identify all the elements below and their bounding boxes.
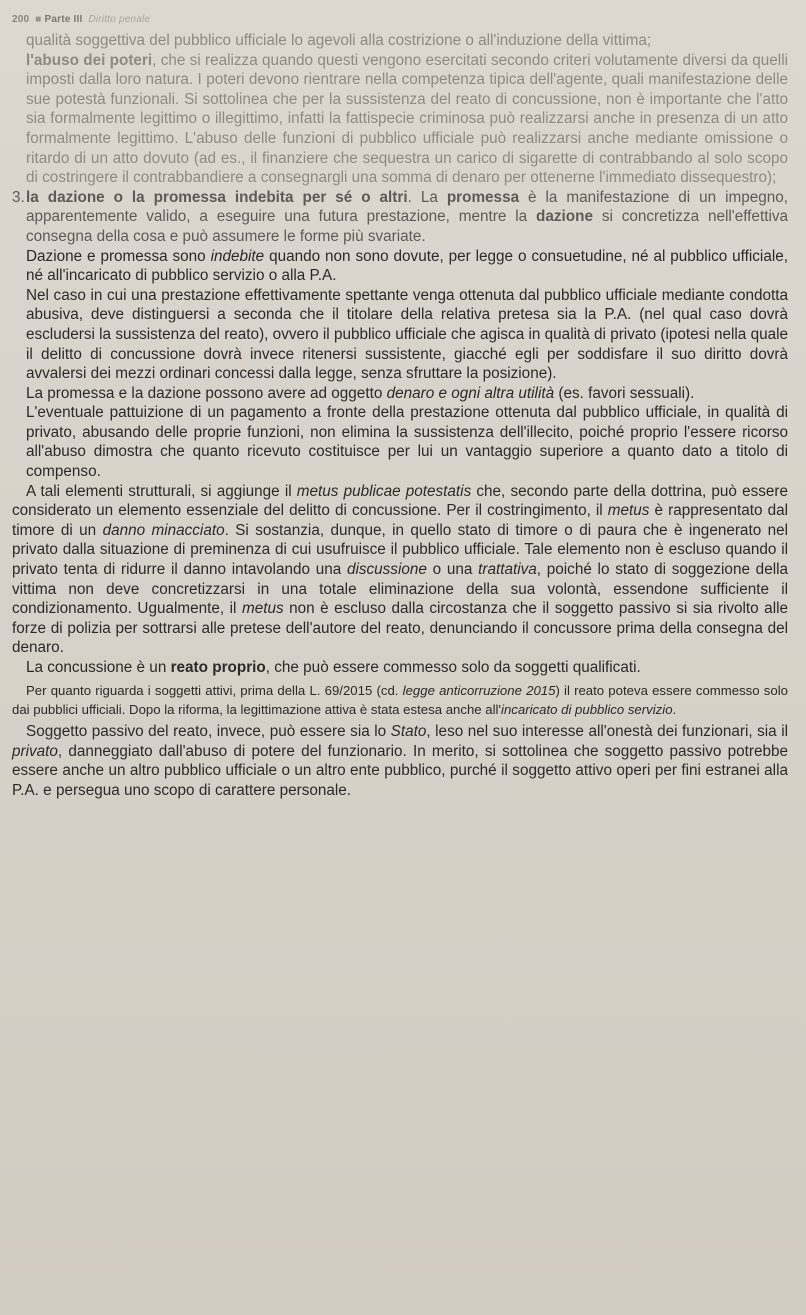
paragraph-prestazione: Nel caso in cui una prestazione effettivamente spettante venga ottenuta dal pubblico ufficiale mediante condotta abusiva, deve distinguersi a seconda che il titolare della relativa pretesa sia la P.A. (nel qual caso dovrà escludersi la sussistenza del reato), ovvero il pubblico ufficiale che agisca in qualità di privato (ipotesi nella quale il delitto di concussione dovrà invece ritenersi sussistente, giacché egli per soddisfare il suo diritto dovrà avvalersi dei mezzi ordinari concessi dalla legge, senza sfruttare la posizione). xyxy=(26,286,788,383)
paragraph-reato-proprio: La concussione è un reato proprio, che può essere commesso solo da soggetti qualificati. xyxy=(26,659,641,676)
paragraph-soggetti-attivi: Per quanto riguarda i soggetti attivi, prima della L. 69/2015 (cd. legge anticorruzione 2015) il reato poteva essere commesso solo dai pubblici ufficiali. Dopo la riforma, la legittimazione attiva è stata estesa anche all'incaricato di pubblico servizio. xyxy=(12,682,788,717)
part-label: Parte III xyxy=(44,14,83,25)
list-item-dazione: 3.la dazione o la promessa indebita per sé o altri. La promessa è la manifestazione di un impegno, apparentemente valido, a eseguire una futura prestazione, mentre la dazione si concretizza nell'effettiva consegna della cosa e può assumere le forme più svariate. xyxy=(12,188,789,245)
paragraph-soggetto-passivo: Soggetto passivo del reato, invece, può essere sia lo Stato, leso nel suo interesse all'onestà dei funzionari, sia il privato, danneggiato dall'abuso di potere del funzionario. In merito, si sottolinea che soggetto passivo potrebbe essere anche un altro pubblico ufficiale o un altro ente pubblico, purché il soggetto attivo operi per fini estranei alla P.A. e persegua uno scopo di carattere personale. xyxy=(12,723,789,799)
section-label: Diritto penale xyxy=(88,14,151,25)
running-head xyxy=(12,14,788,25)
term-abuso: l'abuso dei poteri xyxy=(26,51,153,69)
list-number: 3. xyxy=(12,188,25,206)
paragraph-intro: qualità soggettiva del pubblico ufficiale lo agevoli alla costrizione o all'induzione della vittima; xyxy=(26,32,652,49)
bullet-icon: ■ xyxy=(35,14,45,25)
paragraph-oggetto: La promessa e la dazione possono avere ad oggetto denaro e ogni altra utilità (es. favori sessuali). xyxy=(26,384,695,402)
paragraph-metus: A tali elementi strutturali, si aggiunge il metus publicae potestatis che, secondo parte della dottrina, può essere considerato un elemento essenziale del delitto di concussione. Per il costringimento, il metus è rappresentato dal timore di un danno minacciato. Si sostanzia, dunque, in quello stato di timore o di paura che è ingenerato nel privato dalla situazione di preminenza di cui usufruisce il pubblico ufficiale. Tale elemento non è escluso quando il privato tenta di ridurre il danno intavolando una discussione o una trattativa, poiché lo stato di soggezione della vittima non deve concretizzarsi in una totale eliminazione della sua volontà, essendone sufficiente il condizionamento. Ugualmente, il metus non è escluso dalla circostanza che il soggetto passivo si sia rivolto alle forze di polizia per sottrarsi alle pretese dell'autore del reato, denunciando il concussore prima della consegna del denaro. xyxy=(12,482,789,657)
paragraph-pattuizione: L'eventuale pattuizione di un pagamento a fronte della prestazione ottenuta dal pubblico ufficiale, in qualità di privato, abusando delle proprie funzioni, non elimina la sussistenza dell'illecito, poiché proprio l'essere ricorso all'abuso dimostra che quanto ricevuto costituisce per lui un vantaggio superiore a quanto dato a titolo di compenso. xyxy=(26,404,788,481)
term-dazione: la dazione o la promessa indebita per sé o altri xyxy=(26,188,408,206)
paragraph-indebite: Dazione e promessa sono indebite quando non sono dovute, per legge o consuetudine, né al pubblico ufficiale, né all'incaricato di pubblico servizio o alla P.A. xyxy=(26,247,788,285)
paragraph-abuso: l'abuso dei poteri, che si realizza quando questi vengono esercitati secondo criteri volutamente diversi da quelli imposti dalla loro natura. I poteri devono rientrare nella competenza tipica dell'agente, quali manifestazione delle sue potestà funzionali. Si sottolinea che per la sussistenza del reato di concussione, non è importante che l'atto sia formalmente legittimo o illegittimo, infatti la fattispecie criminosa può realizzarsi anche in presenza di un atto formalmente legittimo. L'abuso delle funzioni di pubblico ufficiale può realizzarsi anche mediante omissione o ritardo di un atto dovuto (ad es., il finanziere che sequestra un carico di sigarette di contrabbando al solo scopo di costringere il contrabbandiere a consegnargli una somma di denaro per ottenerne l'immediato dissequestro); xyxy=(26,51,788,187)
page-number: 200 xyxy=(12,14,30,25)
